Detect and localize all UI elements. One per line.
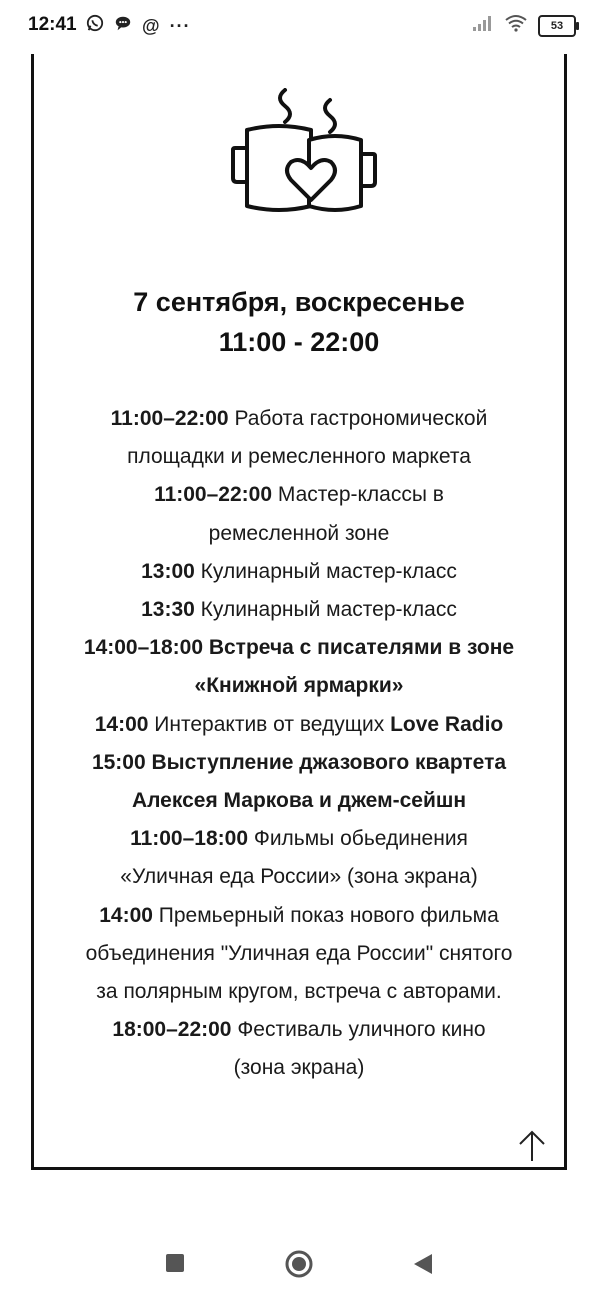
event-card [31,54,567,1170]
schedule-bold-text: 11:00–22:00 [154,483,273,507]
navigation-bar [0,1226,600,1299]
schedule-bold-text: 13:00 [141,559,195,583]
schedule-bold-text: 14:00 [94,712,149,736]
schedule-line [52,553,546,591]
schedule-item [52,820,546,896]
schedule-item [52,400,546,476]
schedule-item [52,591,546,629]
schedule-text: объединения "Уличная еда России" снятого [85,941,513,965]
wifi-icon [504,14,528,37]
schedule-line [52,782,546,820]
schedule-bold-text: 15:00 Выступление джазового квартета [91,750,507,774]
signal-icon [472,14,494,37]
schedule-line [52,476,546,514]
schedule-text: Работа гастрономической [228,407,488,430]
schedule-line [52,820,546,858]
schedule-line [52,400,546,438]
schedule-bold-text: 18:00–22:00 [112,1018,232,1042]
schedule-item [52,1011,546,1087]
schedule-text: площадки и ремесленного маркета [127,445,471,469]
schedule-text: Интерактив от ведущих [148,712,391,736]
schedule-line [52,591,546,629]
schedule-text: ремесленной зоне [208,521,390,545]
schedule-bold-text: 14:00–18:00 Встреча с писателями в зоне [83,636,515,660]
event-date: 7 сентября, воскресенье [133,287,465,317]
schedule-line [52,629,546,667]
recents-button[interactable] [166,1254,184,1272]
home-button[interactable] [285,1250,313,1278]
schedule-line [52,1049,546,1087]
schedule-bold-text: Алексея Маркова и джем-сейшн [131,789,467,813]
event-time: 11:00 - 22:00 [218,327,380,357]
coffee-cups-heart-icon [227,88,377,218]
schedule-item [52,744,546,820]
schedule-bold-text: 11:00–22:00 [110,407,229,430]
schedule-line [52,973,546,1011]
schedule-text: за полярным кругом, встреча с авторами. [96,980,502,1004]
schedule-item [52,629,546,705]
battery-icon: 53 [538,15,576,37]
at-icon: @ [142,15,160,36]
schedule-line [52,667,546,705]
scroll-to-top-button[interactable] [512,1126,552,1166]
arrow-up-icon [517,1129,547,1163]
schedule-text: Кулинарный мастер-класс [194,598,457,622]
schedule-text: Мастер-классы в [272,483,444,507]
event-headline [34,282,564,362]
schedule-text: Кулинарный мастер-класс [194,559,457,583]
schedule-item [52,553,546,591]
schedule-item [52,706,546,744]
schedule-line [52,858,546,896]
schedule-text: Премьерный показ нового фильма [152,903,499,927]
schedule-text: Фильмы обьединения [248,827,468,851]
schedule-line [52,438,546,476]
schedule-list [52,400,546,1088]
status-time: 12:41 [28,14,77,35]
whatsapp-icon [86,14,104,37]
schedule-item [52,476,546,552]
schedule-line [52,935,546,973]
schedule-bold-text: «Книжной ярмарки» [194,674,404,698]
schedule-text: Фестиваль уличного кино [231,1018,486,1042]
schedule-line [52,744,546,782]
schedule-bold-text: 13:30 [141,598,195,622]
status-bar [0,0,600,54]
schedule-line [52,897,546,935]
schedule-bold-text: 11:00–18:00 [130,827,249,851]
schedule-item [52,897,546,1012]
system-icons [472,14,576,37]
schedule-text: (зона экрана) [233,1056,365,1080]
schedule-line [52,1011,546,1049]
notification-icons [86,14,191,37]
schedule-line [52,515,546,553]
back-button[interactable] [412,1252,434,1276]
chat-bubble-icon [114,14,132,37]
schedule-text: «Уличная еда России» (зона экрана) [120,865,478,889]
schedule-bold-text: Love Radio [390,712,504,736]
more-dots-icon: ··· [169,15,191,36]
schedule-bold-text: 14:00 [99,903,153,927]
schedule-line [52,706,546,744]
